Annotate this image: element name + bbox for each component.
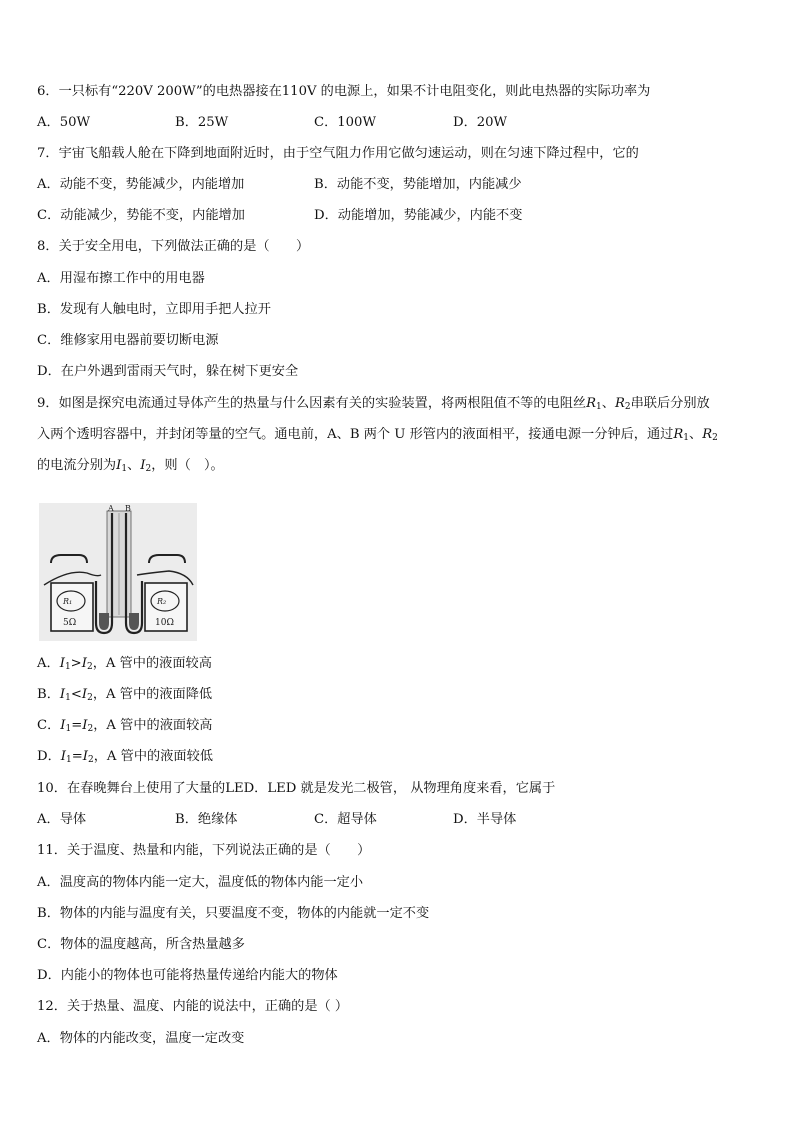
q11-option-a: A．温度高的物体内能一定大，温度低的物体内能一定小: [37, 875, 364, 890]
q10-option-b: B．绝缘体: [175, 812, 238, 827]
q10-option-c: C．超导体: [314, 812, 377, 827]
q6-option-a: A．50W: [37, 115, 91, 130]
q10-option-a: A．导体: [37, 812, 87, 827]
q6-option-b: B．25W: [175, 115, 229, 130]
q12-option-a: A．物体的内能改变，温度一定改变: [37, 1031, 245, 1046]
q10-option-d: D．半导体: [453, 812, 517, 827]
label-b: B: [125, 504, 131, 513]
q8-option-b: B．发现有人触电时，立即用手把人拉开: [37, 302, 271, 317]
q12-stem: 12．关于热量、温度、内能的说法中，正确的是（ ）: [37, 999, 349, 1014]
q7-option-a: A．动能不变，势能减少，内能增加: [37, 177, 245, 192]
q9-option-b: B．$I_1<I_2$，A 管中的液面降低: [37, 687, 213, 703]
q7-option-c: C．动能减少，势能不变，内能增加: [37, 208, 245, 223]
label-a: A: [108, 504, 114, 513]
q11-option-d: D．内能小的物体也可能将热量传递给内能大的物体: [37, 968, 338, 983]
q9-stem-line3: 的电流分别为$I_1$、$I_2$，则（ ）。: [37, 458, 224, 474]
label-r1: R₁: [63, 597, 73, 606]
q9-stem-line2: 入两个透明容器中，并封闭等量的空气。通电前，A、B 两个 U 形管内的液面相平，接通电源一分钟后，通过$R_1$、$R_2$: [37, 427, 718, 443]
q8-option-c: C．维修家用电器前要切断电源: [37, 333, 219, 348]
q9-option-c: C．$I_1=I_2$，A 管中的液面较高: [37, 718, 213, 734]
label-10ohm: 10Ω: [155, 618, 174, 628]
q7-option-d: D．动能增加，势能减少，内能不变: [314, 208, 523, 223]
q8-option-d: D．在户外遇到雷雨天气时，躲在树下更安全: [37, 364, 299, 379]
q7-option-b: B．动能不变，势能增加，内能减少: [314, 177, 522, 192]
q9-apparatus-figure: [39, 503, 197, 641]
q8-stem: 8．关于安全用电，下列做法正确的是（ ）: [37, 239, 310, 254]
q11-option-c: C．物体的温度越高，所含热量越多: [37, 937, 245, 952]
label-r2: R₂: [157, 597, 167, 606]
q11-option-b: B．物体的内能与温度有关，只要温度不变，物体的内能就一定不变: [37, 906, 430, 921]
q11-stem: 11．关于温度、热量和内能，下列说法正确的是（ ）: [37, 843, 371, 858]
q8-option-a: A．用湿布擦工作中的用电器: [37, 271, 205, 286]
label-5ohm: 5Ω: [63, 618, 77, 628]
q10-stem: 10．在春晚舞台上使用了大量的LED．LED 就是发光二极管， 从物理角度来看，它属于: [37, 781, 556, 796]
q9-stem-line1: 9．如图是探究电流通过导体产生的热量与什么因素有关的实验装置，将两根阻值不等的电阻丝$R_1$、$R_2$串联后分别放: [37, 396, 710, 412]
q6-option-c: C．100W: [314, 115, 377, 130]
q7-stem: 7．宇宙飞船载人舱在下降到地面附近时，由于空气阻力作用它做匀速运动，则在匀速下降过程中，它的: [37, 146, 639, 161]
q9-option-d: D．$I_1=I_2$，A 管中的液面较低: [37, 749, 213, 765]
q9-option-a: A．$I_1>I_2$，A 管中的液面较高: [37, 656, 212, 672]
q6-stem: 6．一只标有“220V 200W”的电热器接在110V 的电源上，如果不计电阻变化，则此电热器的实际功率为: [37, 84, 651, 99]
q6-option-d: D．20W: [453, 115, 508, 130]
